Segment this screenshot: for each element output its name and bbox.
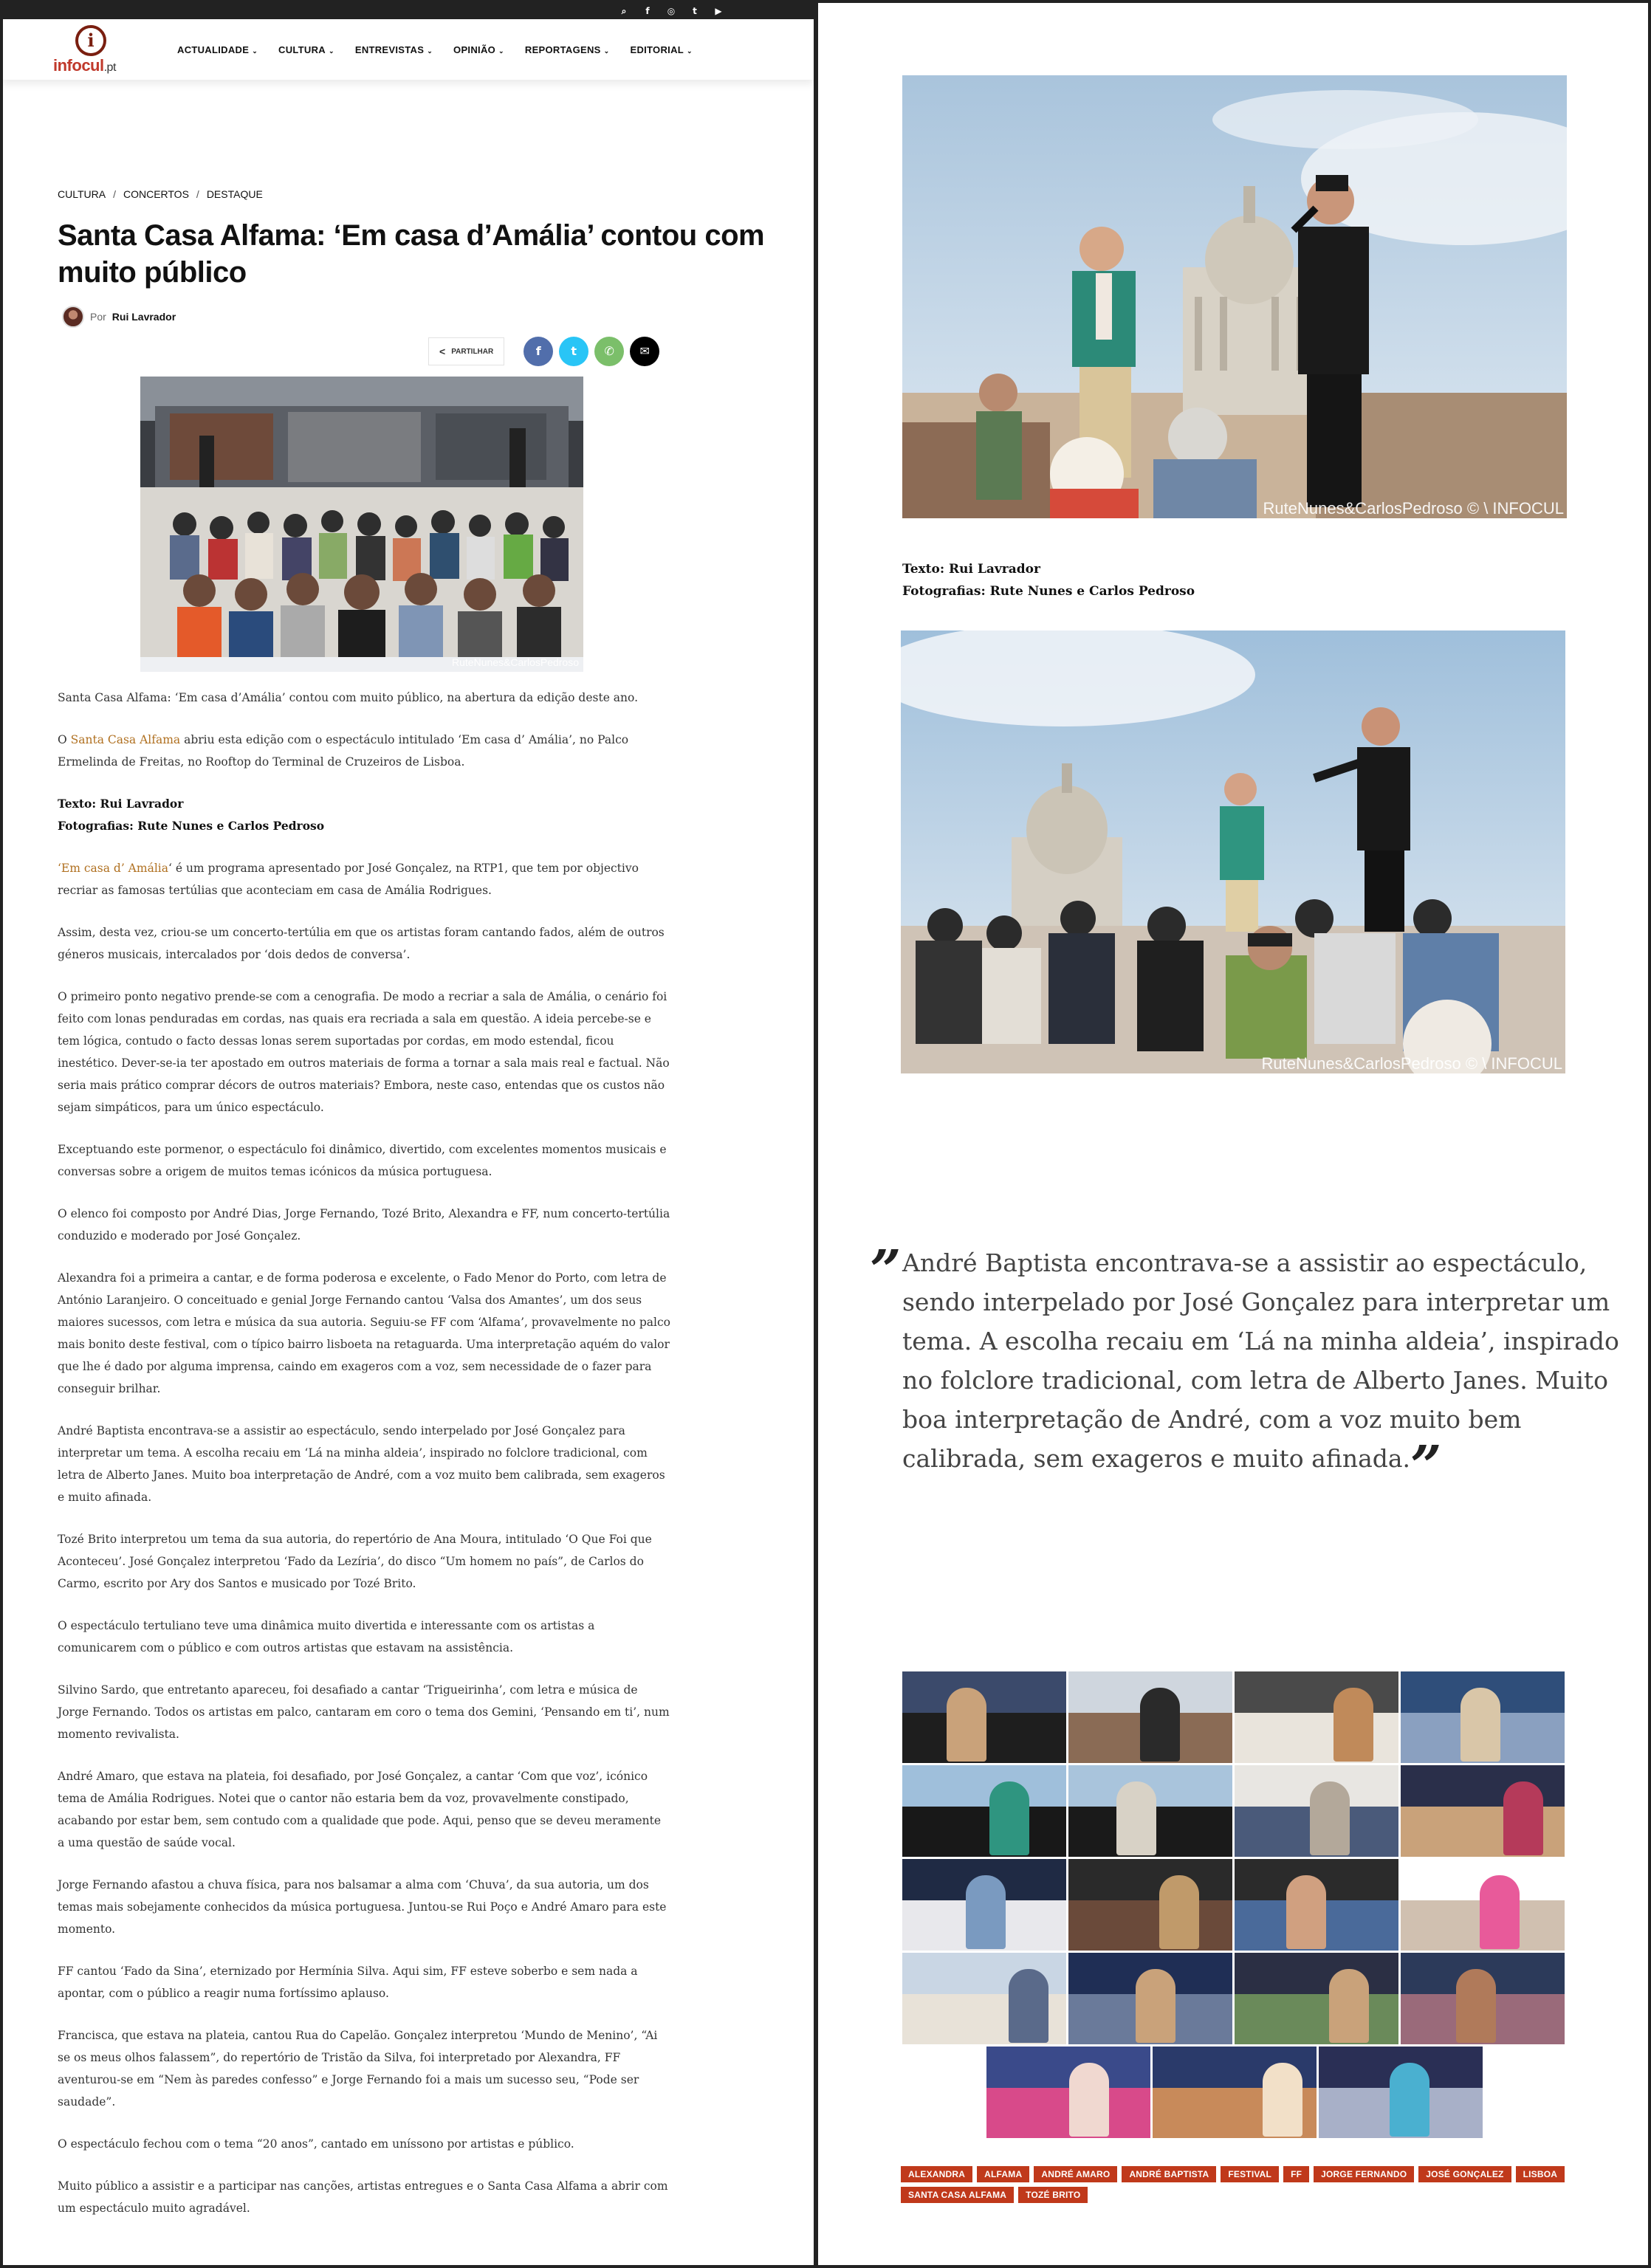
tag-santa-casa-alfama[interactable]: SANTA CASA ALFAMA — [901, 2187, 1014, 2203]
gallery-thumbnail[interactable] — [1068, 1953, 1232, 2044]
paragraph: O espectáculo tertuliano teve uma dinâmica muito divertida e interessante com os artistas a comunicarem com o público e com outros artistas que estavam na assistência. — [58, 1619, 595, 1654]
paragraph: Tozé Brito interpretou um tema da sua autoria, do repertório de Ana Moura, intitulado ‘O Que Foi que Aconteceu’. José Gonçalez interpretou ‘Fado da Lezíria’, do disco “Um homem no país”, de Carlos do Carmo, escrito por Ary dos Santos e musicado por Tozé Brito. — [58, 1533, 652, 1590]
gallery-thumbnail[interactable] — [1401, 1671, 1565, 1763]
thumbnail-figure — [1329, 1969, 1369, 2043]
twitter-icon[interactable]: t — [693, 6, 697, 16]
photo1-watermark: RuteNunes&CarlosPedroso © \ INFOCUL — [1263, 499, 1564, 518]
byline — [62, 306, 176, 328]
thumbnail-figure — [1310, 1781, 1350, 1855]
gallery-thumbnail[interactable] — [986, 2047, 1150, 2138]
paragraph-santa-casa — [58, 729, 670, 773]
share-icon: < — [439, 346, 446, 357]
instagram-icon[interactable]: ◎ — [667, 6, 676, 16]
tag-andr-amaro[interactable]: ANDRÉ AMARO — [1034, 2166, 1117, 2182]
paragraph: FF cantou ‘Fado da Sina’, eternizado por Hermínia Silva. Aqui sim, FF esteve soberbo e sem nada a apontar, com o público a reagir numa fortíssimo aplauso. — [58, 1965, 638, 2000]
right-credits — [902, 558, 1195, 602]
breadcrumb-item[interactable]: CULTURA — [58, 188, 106, 200]
share-bar — [428, 337, 659, 366]
gallery-thumbnail[interactable] — [1319, 2047, 1483, 2138]
nav-item-cultura[interactable] — [278, 44, 334, 57]
thumbnail-figure — [1116, 1781, 1156, 1855]
breadcrumb-item[interactable]: CONCERTOS — [123, 188, 189, 200]
nav-item-label: ENTREVISTAS — [354, 44, 425, 55]
share-button[interactable] — [428, 337, 504, 365]
text-span: ‘ é um programa apresentado por José Gonçalez, na RTP1, que tem por objectivo recriar as famosas tertúlias que aconteciam em casa de Amália Rodrigues. — [58, 862, 639, 897]
thumbnail-figure — [1503, 1781, 1543, 1855]
gallery-row — [902, 1765, 1567, 1857]
thumbnail-figure — [1390, 2063, 1429, 2137]
main-nav — [177, 44, 693, 57]
credit-text: Texto: Rui Lavrador — [902, 562, 1040, 577]
paragraph: Exceptuando este pormenor, o espectáculo foi dinâmico, divertido, com excelentes momentos musicais e conversas sobre a origem de muitos temas icónicos da música portuguesa. — [58, 1143, 667, 1178]
share-label: PARTILHAR — [451, 347, 494, 356]
gallery-thumbnail[interactable] — [1235, 1765, 1398, 1857]
photo2-watermark: RuteNunes&CarlosPedroso © \ INFOCUL — [1261, 1054, 1562, 1073]
chevron-down-icon: ⌄ — [252, 47, 258, 55]
nav-item-opinião[interactable] — [453, 44, 504, 57]
paragraph: André Baptista encontrava-se a assistir ao espectáculo, sendo interpelado por José Gonçalez para interpretar um tema. A escolha recaiu em ‘Lá na minha aldeia’, inspirado no folclore tradicional, com letra de Alberto Janes. Muito boa interpretação de André, com a voz muito bem calibrada, sem exageros e muito afinada. — [58, 1424, 665, 1504]
nav-item-actualidade[interactable] — [177, 44, 258, 57]
breadcrumb-separator: / — [196, 188, 199, 200]
whatsapp-share-button[interactable]: ✆ — [594, 337, 624, 366]
credit-photo: Fotografias: Rute Nunes e Carlos Pedroso — [58, 819, 325, 833]
gallery-thumbnail[interactable] — [902, 1953, 1066, 2044]
gallery-thumbnail[interactable] — [902, 1859, 1066, 1951]
twitter-share-button[interactable]: t — [559, 337, 588, 366]
tag-alfama[interactable]: ALFAMA — [977, 2166, 1029, 2182]
thumbnail-figure — [966, 1875, 1006, 1949]
credit-text: Texto: Rui Lavrador — [58, 797, 184, 811]
quote-close-icon: ” — [1410, 1434, 1442, 1498]
paragraph: Muito público a assistir e a participar nas canções, artistas entregues e o Santa Casa Alfama a abrir com um espectáculo muito agradável. — [58, 2179, 668, 2215]
nav-item-label: OPINIÃO — [453, 44, 496, 55]
thumbnail-figure — [1460, 1688, 1500, 1762]
text-span: O — [58, 733, 71, 746]
paragraph-program — [58, 857, 670, 901]
gallery-thumbnail[interactable] — [1153, 2047, 1317, 2138]
gallery-row — [902, 1859, 1567, 1951]
paragraph: Alexandra foi a primeira a cantar, e de forma poderosa e excelente, o Fado Menor do Porto, com letra de António Laranjeiro. O conceituado e genial Jorge Fernando cantou ‘Valsa dos Amantes’, um dos seus maiores sucessos, com letra e música da sua autoria. Seguiu-se FF com ‘Alfama’, provavelmente no palco mais bonito deste festival, com o típico bairro lisboeta na retaguarda. Uma interpretação aquém do valor que lhe é dado por alguma imprensa, caindo em exageros com a voz, sem necessidade de o fazer para conseguir brilhar. — [58, 1271, 670, 1395]
nav-item-reportagens[interactable] — [525, 44, 610, 57]
santa-casa-link[interactable]: Santa Casa Alfama — [70, 733, 181, 746]
gallery-thumbnail[interactable] — [1235, 1953, 1398, 2044]
em-casa-link[interactable]: ‘Em casa d’ Amália — [58, 862, 168, 875]
tag-andr-baptista[interactable]: ANDRÉ BAPTISTA — [1122, 2166, 1216, 2182]
thumbnail-figure — [1136, 1969, 1175, 2043]
photo-singers-audience[interactable] — [901, 630, 1565, 1073]
paragraph: Silvino Sardo, que entretanto apareceu, foi desafiado a cantar ‘Trigueirinha’, com letra e música de Jorge Fernando. Todos os artistas em palco, cantaram em coro o tema dos Gemini, ‘Pensando em ti’, num momento revivalista. — [58, 1683, 670, 1741]
chevron-down-icon: ⌄ — [329, 47, 334, 55]
gallery-thumbnail[interactable] — [902, 1671, 1066, 1763]
thumbnail-figure — [1009, 1969, 1048, 2043]
gallery-row — [902, 1671, 1567, 1763]
paragraph: O primeiro ponto negativo prende-se com a cenografia. De modo a recriar a sala de Amália, o cenário foi feito com lonas penduradas em cordas, nas quais era recriada a sala em questão. A ideia percebe-se e tem lógica, contudo o facto dessas lonas serem suportadas por cordas, em modo estendal, ficou inestético. Dever-se-ia ter apostado em outros materiais de forma a tornar a sala mais real e factual. Não seria mais prático comprar décors de outros materiais? Embora, neste caso, entendas que os custos não sejam simpáticos, para um único espectáculo. — [58, 990, 670, 1114]
site-header — [3, 19, 814, 80]
tag-jorge-fernando[interactable]: JORGE FERNANDO — [1314, 2166, 1414, 2182]
paragraph: Jorge Fernando afastou a chuva física, para nos balsamar a alma com ‘Chuva’, da sua autoria, um dos temas mais sobejamente conhecidos da música portuguesa. Juntou-se Rui Poço e André Amaro para este momento. — [58, 1878, 667, 1936]
paragraph-intro: Santa Casa Alfama: ‘Em casa d’Amália’ contou com muito público, na abertura da edição deste ano. — [58, 691, 639, 704]
paragraph: O espectáculo fechou com o tema “20 anos”, cantado em uníssono por artistas e público. — [58, 2137, 574, 2151]
chevron-down-icon: ⌄ — [687, 47, 693, 55]
gallery-thumbnail[interactable] — [902, 1765, 1066, 1857]
author-link[interactable]: Rui Lavrador — [111, 311, 176, 323]
nav-item-editorial[interactable] — [630, 44, 692, 57]
tag-list — [901, 2166, 1580, 2203]
paragraph: O elenco foi composto por André Dias, Jorge Fernando, Tozé Brito, Alexandra e FF, num concerto-tertúlia conduzido e moderado por José Gonçalez. — [58, 1207, 670, 1243]
tag-lisboa[interactable]: LISBOA — [1516, 2166, 1565, 2182]
tag-jos-gon-alez[interactable]: JOSÉ GONÇALEZ — [1418, 2166, 1511, 2182]
photo-illustration — [901, 630, 1565, 1073]
gallery-row — [902, 1953, 1567, 2044]
hero-watermark: RuteNunes&CarlosPedroso — [452, 656, 579, 668]
byline-prefix: Por — [90, 311, 106, 323]
nav-item-entrevistas[interactable] — [355, 44, 433, 57]
article-body — [58, 687, 670, 2239]
thumbnail-figure — [1069, 2063, 1109, 2137]
email-share-button[interactable]: ✉ — [630, 337, 659, 366]
gallery-thumbnail[interactable] — [1068, 1671, 1232, 1763]
paragraph: André Amaro, que estava na plateia, foi desafiado, por José Gonçalez, a cantar ‘Com que voz’, icónico tema de Amália Rodrigues. Notei que o cantor não estaria bem da voz, provavelmente constipado, acabando por estar bem, sem contudo com a qualidade que pode. Aqui, penso que se deveu meramente a uma questão de saúde vocal. — [58, 1770, 662, 1849]
quote-open-icon: ” — [870, 1239, 902, 1302]
nav-item-label: REPORTAGENS — [524, 44, 601, 55]
gallery-thumbnail[interactable] — [1401, 1953, 1565, 2044]
pull-quote — [870, 1239, 1630, 1498]
thumbnail-figure — [1480, 1875, 1520, 1949]
tag-alexandra[interactable]: ALEXANDRA — [901, 2166, 972, 2182]
breadcrumb — [58, 188, 263, 201]
site-logo[interactable] — [53, 24, 142, 77]
gallery-thumbnail[interactable] — [1068, 1859, 1232, 1951]
thumbnail-figure — [1263, 2063, 1302, 2137]
logo-mark-icon — [75, 25, 106, 56]
nav-item-label: ACTUALIDADE — [177, 44, 250, 55]
gallery-row — [902, 2047, 1567, 2138]
search-icon[interactable]: ⌕ — [621, 6, 627, 16]
tag-festival[interactable]: FESTIVAL — [1221, 2166, 1279, 2182]
nav-item-label: EDITORIAL — [630, 44, 684, 55]
thumbnail-figure — [1286, 1875, 1326, 1949]
credits-block — [58, 793, 670, 837]
thumbnail-figure — [1159, 1875, 1199, 1949]
hero-image — [140, 377, 583, 672]
quote-text: André Baptista encontrava-se a assistir ao espectáculo, sendo interpelado por José Gonçalez para interpretar um tema. A escolha recaiu em ‘Lá na minha aldeia’, inspirado no folclore tradicional, com letra de Alberto Janes. Muito boa interpretação de André, com a voz muito bem calibrada, sem exageros e muito afinada. — [902, 1248, 1619, 1473]
facebook-icon[interactable]: f — [645, 6, 650, 16]
thumbnail-figure — [989, 1781, 1029, 1855]
chevron-down-icon: ⌄ — [427, 47, 433, 55]
hero-concert-illustration — [140, 377, 583, 672]
article-title: Santa Casa Alfama: ‘Em casa d’Amália’ contou com muito público — [58, 219, 765, 289]
gallery-thumbnail[interactable] — [1235, 1671, 1398, 1763]
logo-text: infocul — [53, 56, 104, 75]
gallery-panel — [818, 3, 1648, 2265]
chevron-down-icon: ⌄ — [498, 47, 504, 55]
paragraph: Assim, desta vez, criou-se um concerto-tertúlia em que os artistas foram cantando fados, além de outros géneros musicais, intercalados por ‘dois dedos de conversa’. — [58, 926, 665, 961]
avatar[interactable] — [62, 306, 84, 328]
paragraph: Francisca, que estava na plateia, cantou Rua do Capelão. Gonçalez interpretou ‘Mundo de Menino’, “Ai se os meus olhos falassem”, do repertório de Tristão da Silva, foi interpretado por Alexandra, FF aventurou-se em “Nem às paredes confesso” e Jorge Fernando foi a mais um sucesso seu, “Pode ser saudade”. — [58, 2029, 658, 2109]
youtube-icon[interactable]: ▶ — [715, 6, 722, 16]
credit-photo: Fotografias: Rute Nunes e Carlos Pedroso — [902, 584, 1195, 599]
thumbnail-figure — [1140, 1688, 1180, 1762]
top-social-bar — [3, 3, 814, 19]
tag-toz-brito[interactable]: TOZÉ BRITO — [1018, 2187, 1088, 2203]
chevron-down-icon: ⌄ — [603, 47, 610, 55]
nav-item-label: CULTURA — [278, 44, 326, 55]
gallery-thumbnail[interactable] — [1401, 1765, 1565, 1857]
gallery-thumbnail[interactable] — [1401, 1859, 1565, 1951]
thumbnail-figure — [1334, 1688, 1373, 1762]
logo-suffix: .pt — [103, 61, 116, 74]
photo-singers-pantheon[interactable] — [902, 75, 1567, 518]
photo-gallery — [902, 1671, 1567, 2140]
thumbnail-figure — [1456, 1969, 1496, 2043]
breadcrumb-separator: / — [113, 188, 116, 200]
gallery-thumbnail[interactable] — [1235, 1859, 1398, 1951]
gallery-thumbnail[interactable] — [1068, 1765, 1232, 1857]
article-panel — [3, 3, 814, 2265]
tag-ff[interactable]: FF — [1283, 2166, 1309, 2182]
text-span: abriu esta edição com o espectáculo intitulado ‘Em casa d’ Amália’, no Palco Ermelinda de Freitas, no Rooftop do Terminal de Cruzeiros de Lisboa. — [58, 733, 629, 769]
breadcrumb-item[interactable]: DESTAQUE — [206, 188, 263, 200]
facebook-share-button[interactable]: f — [524, 337, 553, 366]
photo-illustration — [902, 75, 1567, 518]
paragraph-list — [58, 921, 670, 2219]
thumbnail-figure — [947, 1688, 986, 1762]
